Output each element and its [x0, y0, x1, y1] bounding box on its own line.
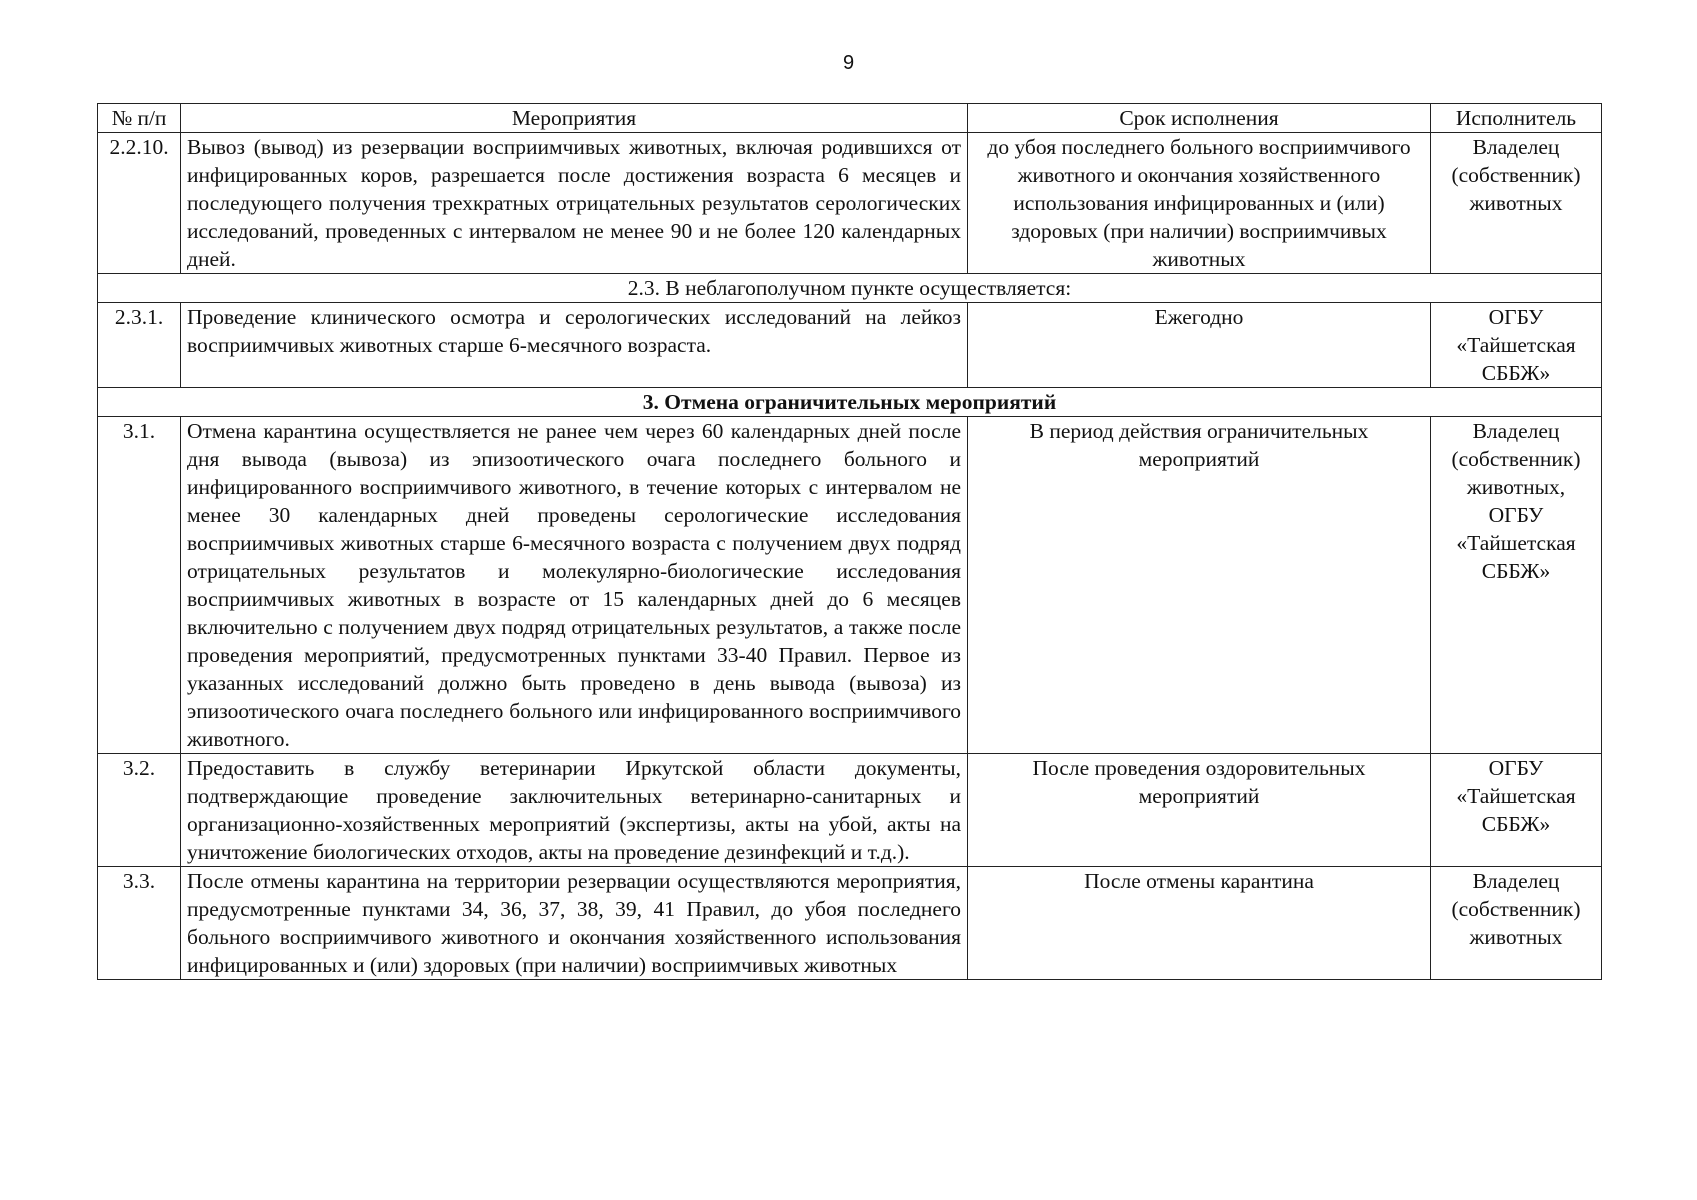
row-executor: ОГБУ «Тайшетская СББЖ» — [1431, 303, 1602, 388]
header-number: № п/п — [98, 104, 181, 133]
table-row — [98, 303, 1602, 388]
table-row — [98, 867, 1602, 980]
measures-table — [97, 103, 1602, 980]
row-executor: Владелец (собственник) животных — [1431, 867, 1602, 980]
row-term: После проведения оздоровительных мероприятий — [968, 754, 1431, 867]
table-header-row — [98, 104, 1602, 133]
table-row — [98, 754, 1602, 867]
row-term: до убоя последнего больного восприимчивого животного и окончания хозяйственного использования инфицированных и (или) здоровых (при наличии) восприимчивых животных — [968, 133, 1431, 274]
row-executor: ОГБУ «Тайшетская СББЖ» — [1431, 754, 1602, 867]
row-number: 3.3. — [98, 867, 181, 980]
row-number: 3.1. — [98, 417, 181, 754]
row-activity: Проведение клинического осмотра и серологических исследований на лейкоз восприимчивых животных старше 6-месячного возраста. — [181, 303, 968, 388]
section-title: 3. Отмена ограничительных мероприятий — [98, 388, 1602, 417]
row-executor: Владелец (собственник) животных, ОГБУ «Тайшетская СББЖ» — [1431, 417, 1602, 754]
row-term: После отмены карантина — [968, 867, 1431, 980]
section-title: 2.3. В неблагополучном пункте осуществляется: — [98, 274, 1602, 303]
section-row — [98, 388, 1602, 417]
row-term: В период действия ограничительных мероприятий — [968, 417, 1431, 754]
row-number: 3.2. — [98, 754, 181, 867]
row-number: 2.3.1. — [98, 303, 181, 388]
row-activity: Отмена карантина осуществляется не ранее чем через 60 календарных дней после дня вывода (вывоза) из эпизоотического очага последнего больного и инфицированного восприимчивого животного, в течение которых с интервалом не менее 30 календарных дней проведены серологические исследования восприимчивых животных старше 6-месячного возраста с получением двух подряд отрицательных результатов и молекулярно-биологические исследования восприимчивых животных в возрасте от 15 календарных дней до 6 месяцев включительно с получением двух подряд отрицательных результатов, а также после проведения мероприятий, предусмотренных пунктами 33-40 Правил. Первое из указанных исследований должно быть проведено в день вывода (вывоза) из эпизоотического очага последнего больного или инфицированного восприимчивого животного. — [181, 417, 968, 754]
table-row — [98, 417, 1602, 754]
row-number: 2.2.10. — [98, 133, 181, 274]
header-executor: Исполнитель — [1431, 104, 1602, 133]
page-number: 9 — [842, 52, 855, 74]
row-activity: После отмены карантина на территории резервации осуществляются мероприятия, предусмотренные пунктами 34, 36, 37, 38, 39, 41 Правил, до убоя последнего больного восприимчивого животного и окончания хозяйственного использования инфицированных и (или) здоровых (при наличии) восприимчивых животных — [181, 867, 968, 980]
row-term: Ежегодно — [968, 303, 1431, 388]
row-activity: Предоставить в службу ветеринарии Иркутской области документы, подтверждающие проведение заключительных ветеринарно-санитарных и организационно-хозяйственных мероприятий (экспертизы, акты на убой, акты на уничтожение биологических отходов, акты на проведение дезинфекций и т.д.). — [181, 754, 968, 867]
section-row — [98, 274, 1602, 303]
header-term: Срок исполнения — [968, 104, 1431, 133]
row-activity: Вывоз (вывод) из резервации восприимчивых животных, включая родившихся от инфицированных коров, разрешается после достижения возраста 6 месяцев и последующего получения трехкратных отрицательных результатов серологических исследований, проведенных с интервалом не менее 90 и не более 120 календарных дней. — [181, 133, 968, 274]
header-activity: Мероприятия — [181, 104, 968, 133]
row-executor: Владелец (собственник) животных — [1431, 133, 1602, 274]
table-row — [98, 133, 1602, 274]
